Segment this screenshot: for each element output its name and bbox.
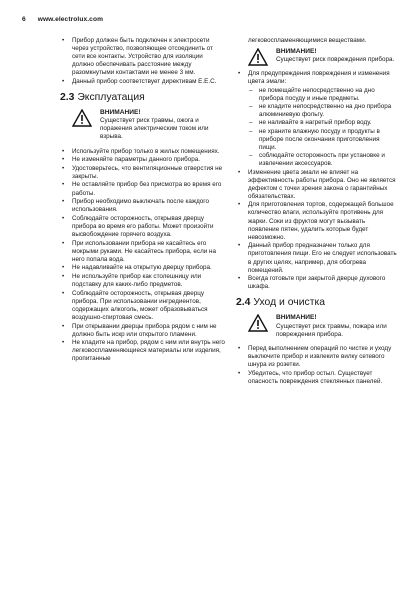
list-item: • Прибор должен быть подключен к электросети через устройство, позволяющее отсоединить от сети все контакты. Устройство для изоляции должно обеспечивать расстояние между разомкнутыми контактами не менее 3 мм. [62,37,225,77]
list-item: • Соблюдайте осторожность, открывая дверцу прибора во время его работы. Может произойти высвобождение горячего воздуха. [62,215,225,239]
warning-title: ВНИМАНИЕ! [100,109,141,117]
right-column [238,37,398,386]
warning-block [238,48,398,64]
sub-list-item: – не помещайте непосредственно на дно прибора посуду и иные предметы. [248,87,398,103]
section-heading [236,297,398,309]
warning-title: ВНИМАНИЕ! [276,314,317,322]
warning-triangle-icon [248,48,268,66]
section-number: 2.4 [236,297,251,309]
warning-text: Существует риск травмы, ожога и поражения электрическим током или взрыва. [100,117,209,141]
warning-block [238,314,398,338]
warning-block [62,109,225,141]
list-item: • При открывании дверцы прибора рядом с ним не должно быть искр или открытого пламени. [62,323,225,339]
warning-title: ВНИМАНИЕ! [276,48,317,56]
list-item [238,70,398,168]
list-item: • Прибор необходимо выключать после каждого использования. [62,198,225,214]
list-item: • Данный прибор соответствует директивам E.E.C. [62,78,225,86]
warning-text: Существует риск повреждения прибора. [276,56,395,64]
list-item: • Перед выполнением операций по чистке и уходу выключите прибор и извлеките вилку сетевого шнура из розетки. [238,345,398,369]
cleaning-bullet-list [238,345,398,386]
enamel-bullet-text: Для предупреждения повреждения и изменения цвета эмали: [248,70,390,86]
list-item: • Не кладите на прибор, рядом с ним или внутрь него легковоспламеняющиеся материалы или изделия, пропитанные [62,339,225,363]
page-number: 6 [22,16,26,23]
list-item: • Соблюдайте осторожность, открывая дверцу прибора. При использовании ингредиентов, содержащих алкоголь, может образовываться воздушно-спиртовая смесь. [62,290,225,322]
list-item: • Для приготовления тортов, содержащей большое количество влаги, используйте противень для жарки. Соки из фруктов могут вызывать появление пятен, удалить которые будет невозможно. [238,201,398,241]
list-item: • Не изменяйте параметры данного прибора. [62,156,225,164]
list-item: • Не оставляйте прибор без присмотра во время его работы. [62,181,225,197]
warning-text: Существует риск травмы, пожара или повреждения прибора. [276,322,387,338]
sub-list-item: – не храните влажную посуду и продукты в приборе после окончания приготовления пищи. [248,128,398,152]
list-item: • Всегда готовьте при закрытой дверце духового шкафа. [238,275,398,291]
page-header [22,16,103,23]
section-number: 2.3 [60,92,75,104]
list-item: • Не используйте прибор как столешницу или подставку для каких-либо предметов. [62,273,225,289]
usage-bullet-list [62,148,225,364]
care-bullet-list [238,70,398,291]
list-item: • Убедитесь, что прибор остыл. Существует опасность повреждения стеклянных панелей. [238,370,398,386]
list-item: • Данный прибор предназначен только для приготовления пищи. Его не следует использовать в других целях, например, для обогрева помещений. [238,242,398,274]
left-column [62,37,225,364]
sub-list-item: – не наливайте в нагретый прибор воду. [248,119,398,127]
enamel-sub-list [248,87,398,168]
continued-text: легковоспламеняющимися веществами. [248,37,367,44]
list-item: • Используйте прибор только в жилых помещениях. [62,148,225,156]
list-item: • Изменение цвета эмали не влияет на эффективность работы прибора. Оно не является дефектом с точки зрения закона о гарантийных обязательствах. [238,169,398,201]
list-item: • Удостоверьтесь, что вентиляционные отверстия не закрыты. [62,165,225,181]
top-bullet-list [62,37,225,86]
sub-list-item: – не кладите непосредственно на дно прибора алюминиевую фольгу. [248,103,398,119]
list-item: • При использовании прибора не касайтесь его мокрыми руками. Не касайтесь прибора, если на него попала вода. [62,240,225,264]
section-title: Эксплуатация [77,92,145,104]
site-url: www.electrolux.com [37,16,104,23]
section-heading [60,92,225,104]
sub-list-item: – соблюдайте осторожность при установке и извлечении аксессуаров. [248,152,398,168]
warning-triangle-icon [72,109,92,127]
section-title: Уход и очистка [253,297,326,309]
warning-triangle-icon [248,314,268,332]
list-item: • Не надавливайте на открытую дверцу прибора. [62,264,225,272]
